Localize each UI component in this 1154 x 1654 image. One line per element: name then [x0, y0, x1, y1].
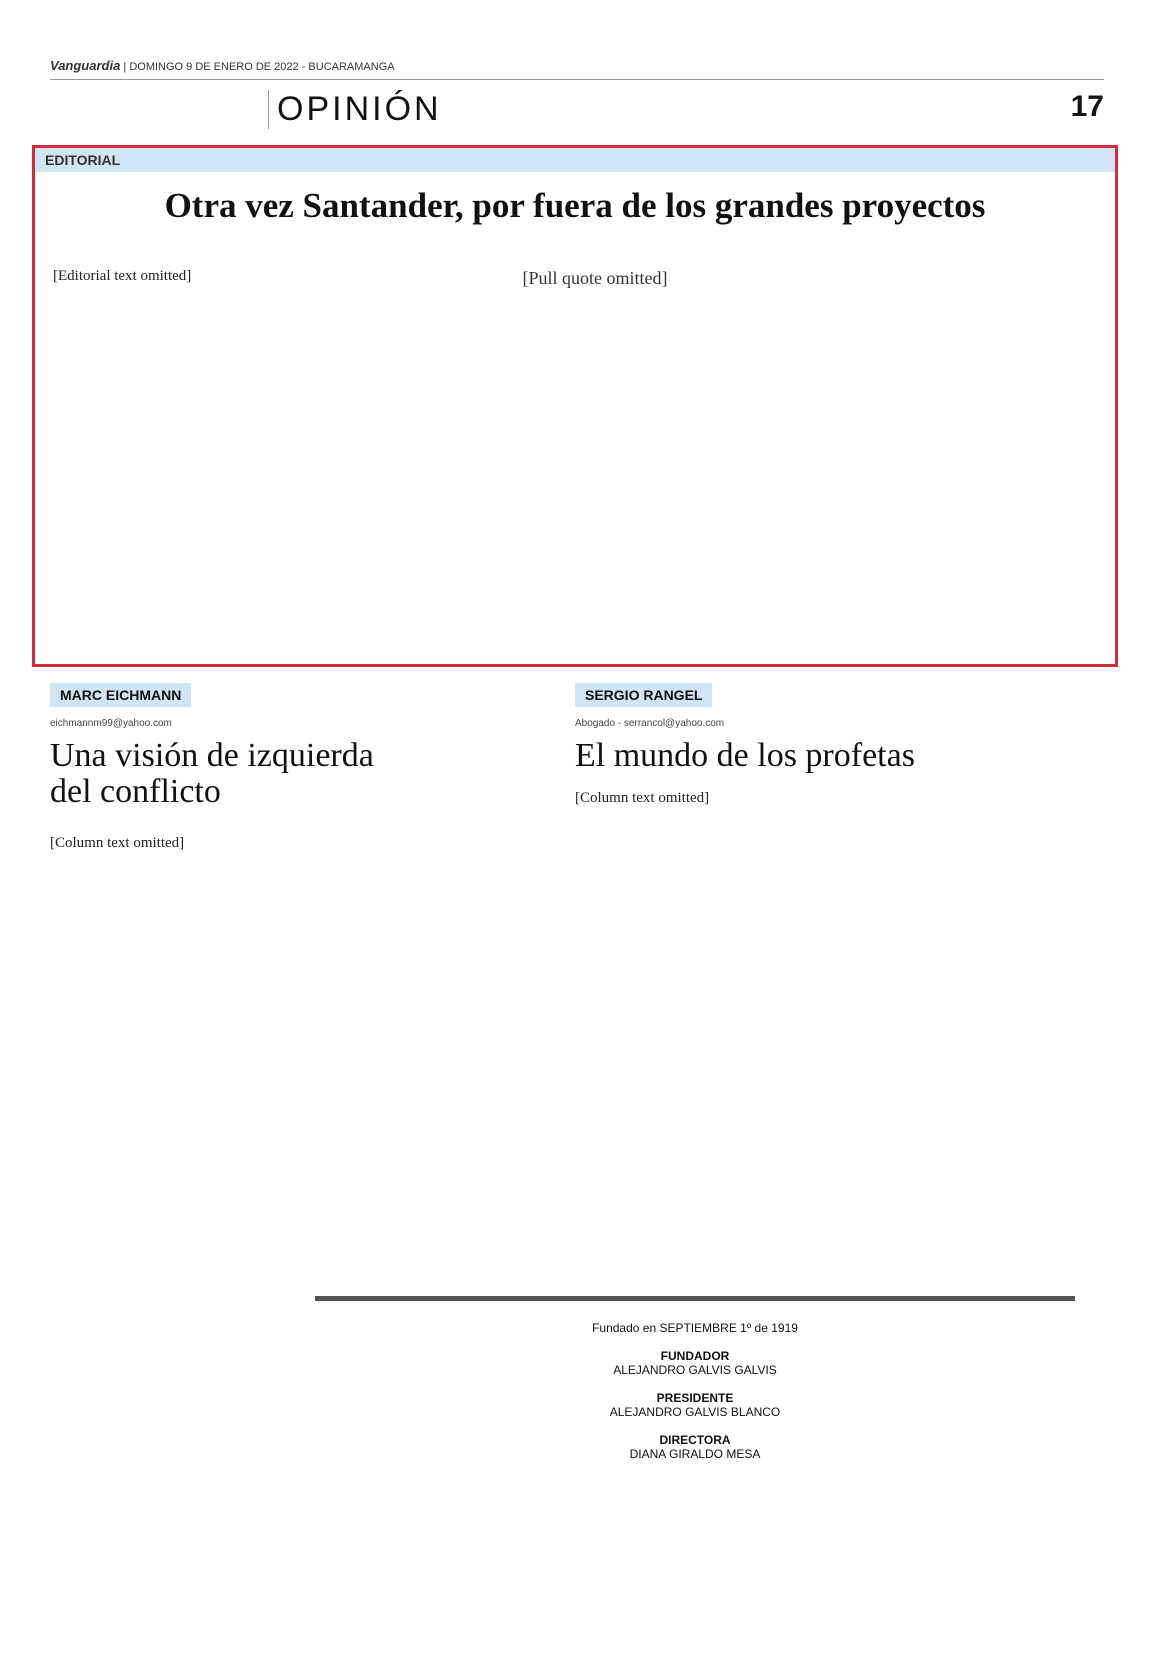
founder-label: FUNDADOR [660, 1349, 730, 1363]
left-title: Una visión de izquierda del conflicto [50, 737, 374, 810]
president-name: ALEJANDRO GALVIS BLANCO [609, 1405, 781, 1419]
editorial-headline: Otra vez Santander, por fuera de los grandes proyectos [164, 186, 986, 225]
president-label: PRESIDENTE [656, 1391, 734, 1405]
section-title: OPINIÓN [268, 90, 442, 129]
pull-quote: [Pull quote omitted] [522, 268, 668, 288]
right-email: Abogado - serrancol@yahoo.com [575, 718, 725, 729]
right-author: SERGIO RANGEL [575, 683, 712, 707]
founded-text: Fundado en SEPTIEMBRE 1º de 1919 [592, 1321, 798, 1335]
editorial-tag: EDITORIAL [35, 148, 1115, 172]
left-email: eichmannm99@yahoo.com [50, 718, 172, 729]
date-line: DOMINGO 9 DE ENERO DE 2022 - BUCARAMANGA [129, 61, 395, 73]
founder-name: ALEJANDRO GALVIS GALVIS [613, 1363, 777, 1377]
editorial-body: [Editorial text omitted] [53, 268, 192, 284]
paper-name: Vanguardia [50, 58, 121, 73]
left-author: MARC EICHMANN [50, 683, 191, 707]
right-body: [Column text omitted] [575, 790, 710, 806]
left-body: [Column text omitted] [50, 835, 185, 851]
masthead [315, 1296, 1075, 1461]
right-title: El mundo de los profetas [575, 737, 915, 774]
director-name: DIANA GIRALDO MESA [629, 1447, 761, 1461]
page-number: 17 [1070, 90, 1104, 123]
director-label: DIRECTORA [659, 1433, 731, 1447]
top-bar: Vanguardia | DOMINGO 9 DE ENERO DE 2022 - BUCARAMANGA [50, 58, 1104, 80]
editorial [32, 145, 1118, 667]
